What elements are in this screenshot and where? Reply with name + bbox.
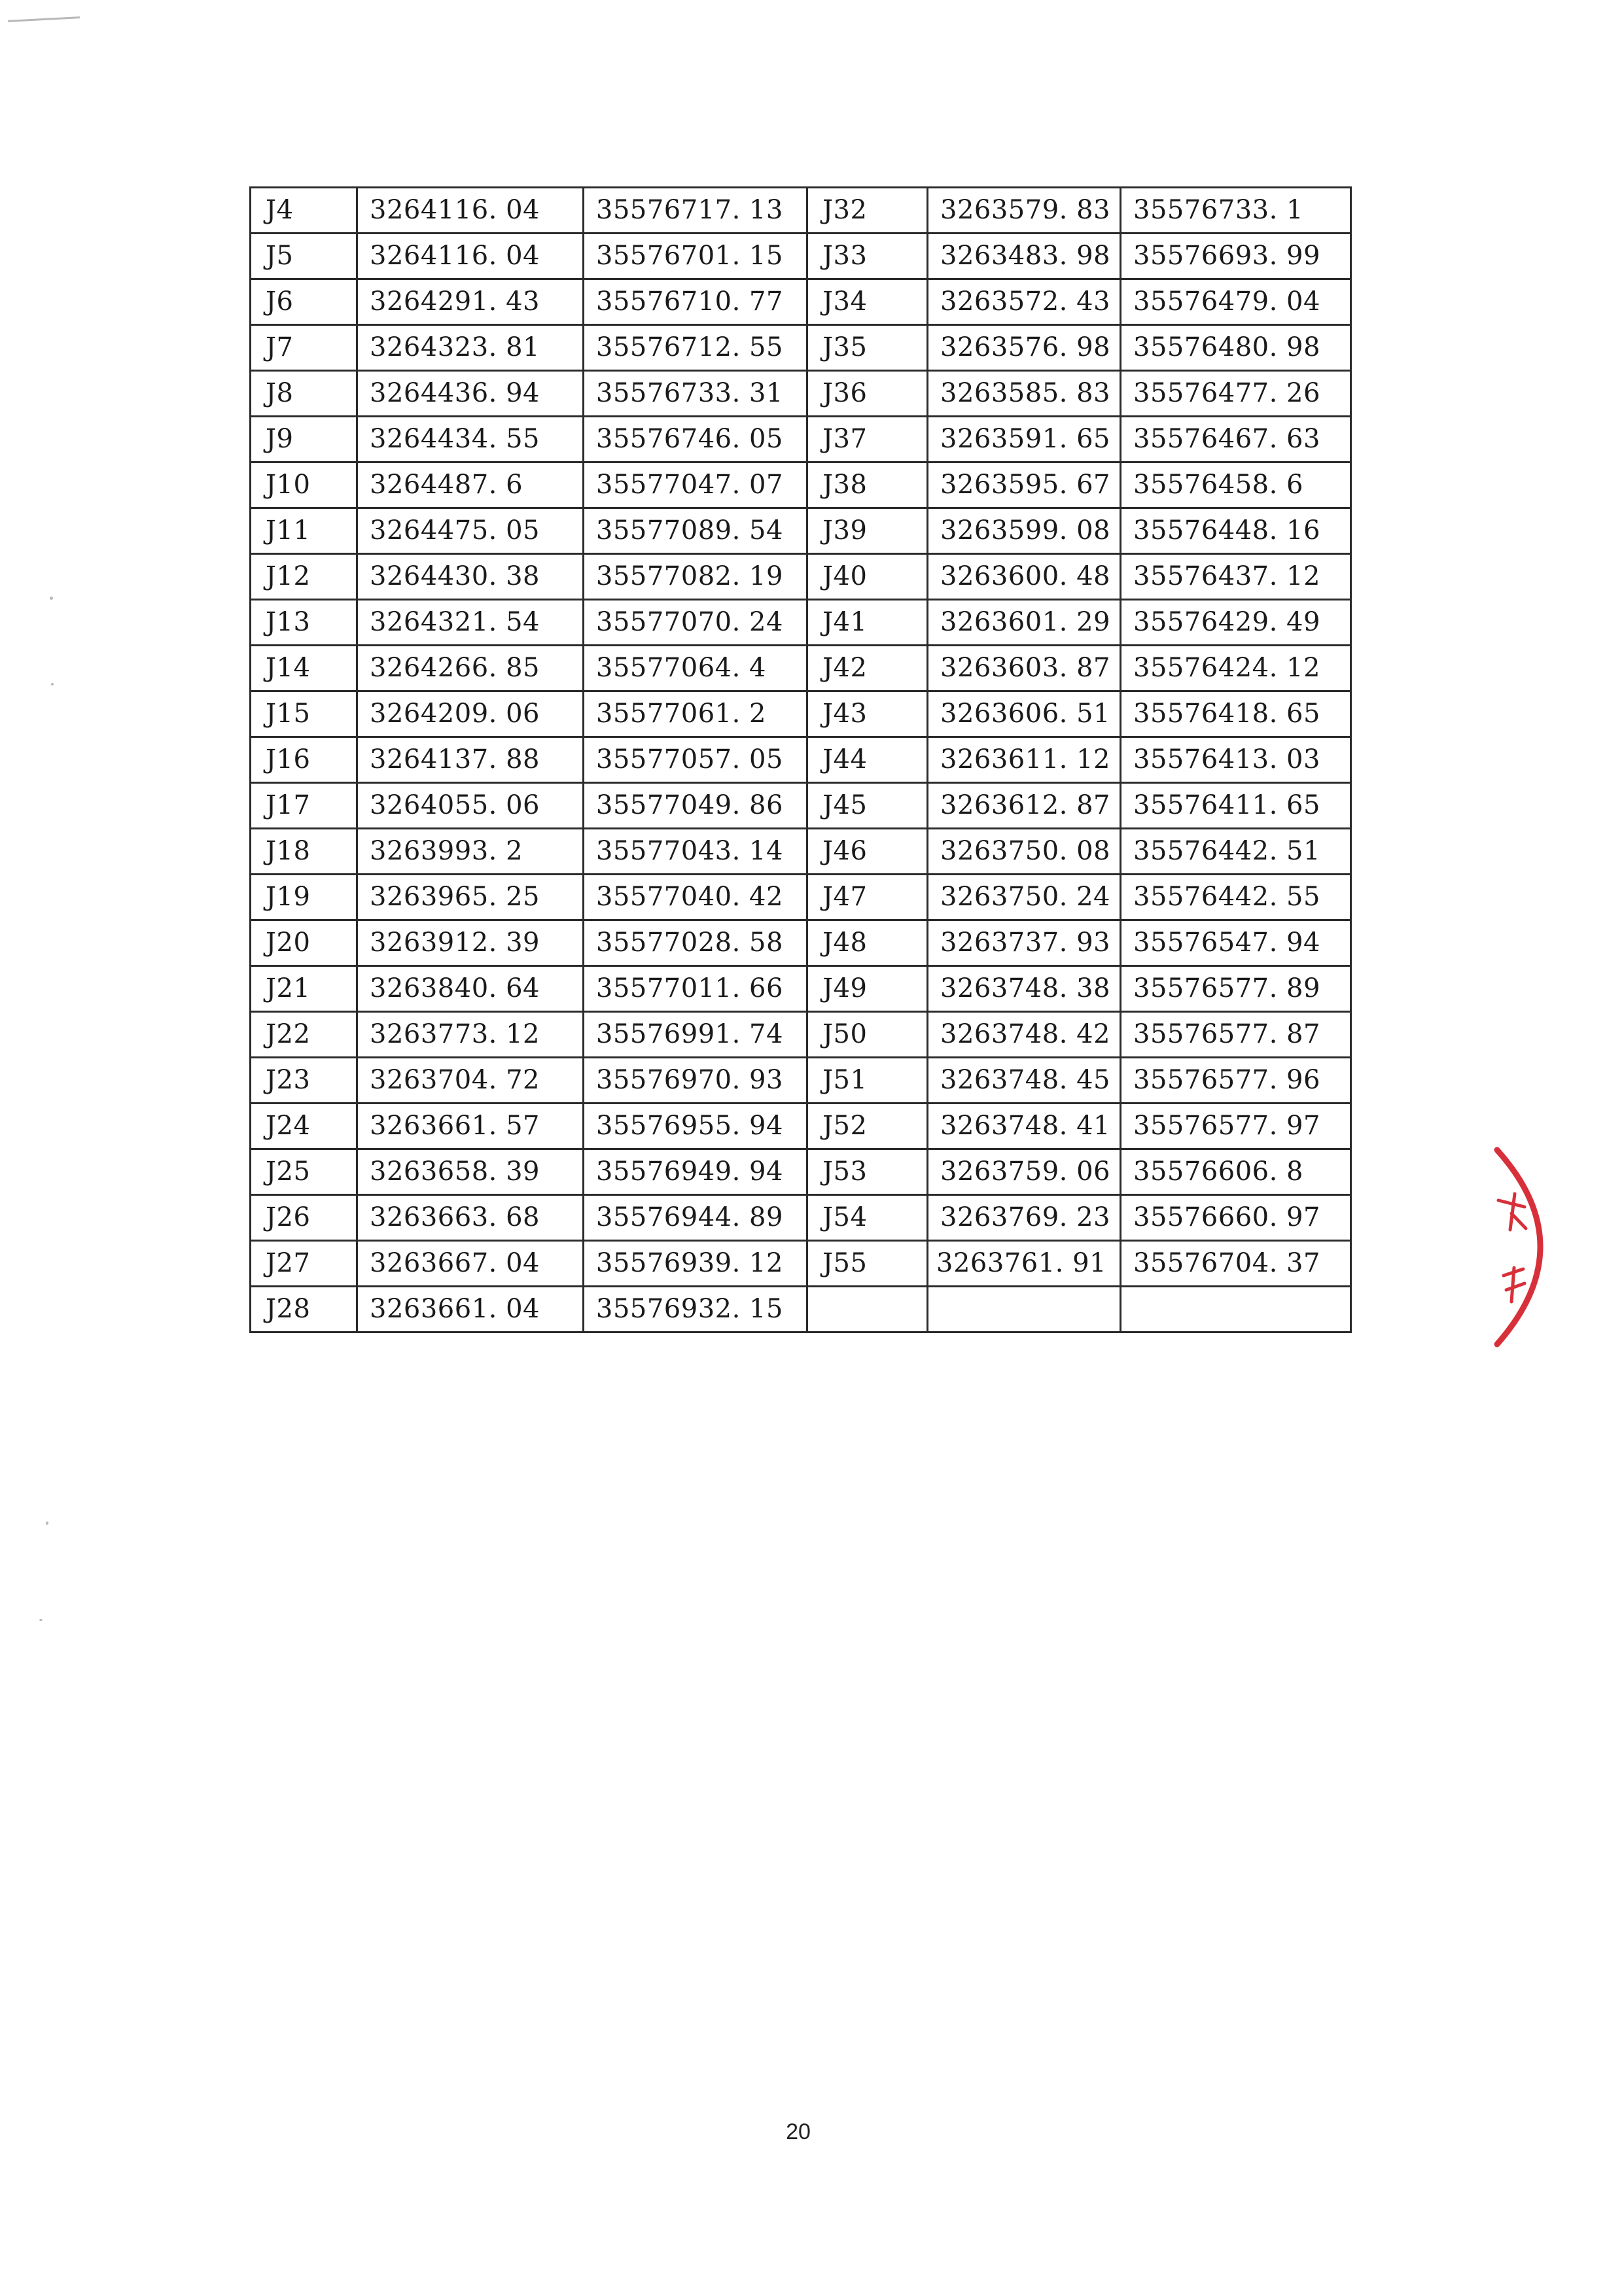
- table-cell-y-coordinate: 35576944. 89: [584, 1195, 807, 1241]
- table-cell-point-id: J22: [251, 1012, 357, 1058]
- table-cell-y-coordinate: 35576577. 89: [1121, 966, 1351, 1012]
- table-cell-point-id: J49: [807, 966, 928, 1012]
- table-cell-x-coordinate: 3264116. 04: [357, 234, 584, 279]
- table-cell-y-coordinate: 35577011. 66: [584, 966, 807, 1012]
- table-cell-y-coordinate: 35576717. 13: [584, 188, 807, 234]
- table-cell-point-id: J47: [807, 875, 928, 920]
- table-cell-y-coordinate: 35577057. 05: [584, 737, 807, 783]
- seal-glyphs: [1498, 1194, 1526, 1302]
- table-cell-point-id: J36: [807, 371, 928, 417]
- table-cell-point-id: J17: [251, 783, 357, 829]
- table-cell-y-coordinate: 35577028. 58: [584, 920, 807, 966]
- table-cell-x-coordinate: 3263750. 24: [928, 875, 1121, 920]
- table-cell-x-coordinate: 3263595. 67: [928, 462, 1121, 508]
- table-cell-y-coordinate: 35576932. 15: [584, 1287, 807, 1332]
- table-cell-point-id: J46: [807, 829, 928, 875]
- table-cell-point-id: J54: [807, 1195, 928, 1241]
- table-cell-x-coordinate: 3263667. 04: [357, 1241, 584, 1287]
- table-cell-x-coordinate: 3263840. 64: [357, 966, 584, 1012]
- table-cell-y-coordinate: 35576479. 04: [1121, 279, 1351, 325]
- table-cell-y-coordinate: 35576970. 93: [584, 1058, 807, 1104]
- table-cell-point-id: J25: [251, 1149, 357, 1195]
- table-cell-point-id: J15: [251, 691, 357, 737]
- table-cell-y-coordinate: 35576577. 97: [1121, 1104, 1351, 1149]
- table-cell-point-id: J27: [251, 1241, 357, 1287]
- table-row: [251, 646, 1351, 691]
- table-cell-x-coordinate: 3263750. 08: [928, 829, 1121, 875]
- table-row: [251, 966, 1351, 1012]
- table-row: [251, 829, 1351, 875]
- table-cell-y-coordinate: 35577049. 86: [584, 783, 807, 829]
- table-cell-point-id: J34: [807, 279, 928, 325]
- table-cell-x-coordinate: 3263748. 41: [928, 1104, 1121, 1149]
- table-cell-point-id: J45: [807, 783, 928, 829]
- table-cell-x-coordinate: 3263612. 87: [928, 783, 1121, 829]
- table-cell-point-id: J40: [807, 554, 928, 600]
- table-cell-y-coordinate: 35577089. 54: [584, 508, 807, 554]
- table-row: [251, 1058, 1351, 1104]
- table-row: [251, 920, 1351, 966]
- table-cell-x-coordinate: 3263748. 38: [928, 966, 1121, 1012]
- table-cell-y-coordinate: 35576955. 94: [584, 1104, 807, 1149]
- table-cell-y-coordinate: 35576660. 97: [1121, 1195, 1351, 1241]
- table-cell-y-coordinate: 35576712. 55: [584, 325, 807, 371]
- table-cell-x-coordinate: 3263661. 57: [357, 1104, 584, 1149]
- table-cell-y-coordinate: 35577070. 24: [584, 600, 807, 646]
- table-row: [251, 691, 1351, 737]
- table-row: [251, 417, 1351, 462]
- table-cell-y-coordinate: 35576448. 16: [1121, 508, 1351, 554]
- official-seal: [1485, 1138, 1570, 1354]
- table-cell-x-coordinate: 3263591. 65: [928, 417, 1121, 462]
- table-cell-x-coordinate: 3264436. 94: [357, 371, 584, 417]
- table-cell-point-id: J5: [251, 234, 357, 279]
- table-row: [251, 1241, 1351, 1287]
- table-cell-point-id: J20: [251, 920, 357, 966]
- table-cell-x-coordinate: 3263603. 87: [928, 646, 1121, 691]
- table-cell-y-coordinate: 35576424. 12: [1121, 646, 1351, 691]
- table-cell-x-coordinate: 3263704. 72: [357, 1058, 584, 1104]
- table-cell-y-coordinate: 35576442. 55: [1121, 875, 1351, 920]
- coordinate-table: [249, 186, 1352, 1333]
- table-row: [251, 188, 1351, 234]
- table-cell-point-id: J53: [807, 1149, 928, 1195]
- table-cell-x-coordinate: 3264209. 06: [357, 691, 584, 737]
- table-cell-x-coordinate: 3263572. 43: [928, 279, 1121, 325]
- table-cell-x-coordinate: 3263769. 23: [928, 1195, 1121, 1241]
- scan-speck: [51, 683, 54, 686]
- table-cell-y-coordinate: 35576547. 94: [1121, 920, 1351, 966]
- table-cell-point-id: J11: [251, 508, 357, 554]
- table-cell-y-coordinate: 35576418. 65: [1121, 691, 1351, 737]
- table-cell-point-id: J13: [251, 600, 357, 646]
- table-cell-x-coordinate: 3263599. 08: [928, 508, 1121, 554]
- table-cell-y-coordinate: 35576746. 05: [584, 417, 807, 462]
- table-cell-y-coordinate: 35576413. 03: [1121, 737, 1351, 783]
- table-cell-y-coordinate: 35576606. 8: [1121, 1149, 1351, 1195]
- table-cell-point-id: J43: [807, 691, 928, 737]
- table-cell-point-id: J16: [251, 737, 357, 783]
- table-cell-y-coordinate: 35576467. 63: [1121, 417, 1351, 462]
- table-cell-y-coordinate: 35576442. 51: [1121, 829, 1351, 875]
- table-cell-y-coordinate: 35577047. 07: [584, 462, 807, 508]
- table-cell-point-id: J32: [807, 188, 928, 234]
- table-cell-point-id: J41: [807, 600, 928, 646]
- table-cell-y-coordinate: 35576733. 1: [1121, 188, 1351, 234]
- table-cell-point-id: J12: [251, 554, 357, 600]
- table-cell-x-coordinate: 3263585. 83: [928, 371, 1121, 417]
- table-cell-x-coordinate: 3263761. 91: [928, 1241, 1121, 1287]
- table-cell-x-coordinate: 3263611. 12: [928, 737, 1121, 783]
- table-cell-point-id: J35: [807, 325, 928, 371]
- table-row: [251, 234, 1351, 279]
- table-cell-y-coordinate: 35576693. 99: [1121, 234, 1351, 279]
- table-cell-point-id: J42: [807, 646, 928, 691]
- table-cell-y-coordinate: 35576477. 26: [1121, 371, 1351, 417]
- table-cell-point-id: J7: [251, 325, 357, 371]
- table-cell-y-coordinate: 35577040. 42: [584, 875, 807, 920]
- table-cell-x-coordinate: 3263993. 2: [357, 829, 584, 875]
- table-cell-x-coordinate: 3263601. 29: [928, 600, 1121, 646]
- table-cell-point-id: J26: [251, 1195, 357, 1241]
- table-row: [251, 1012, 1351, 1058]
- table-cell-y-coordinate: 35576949. 94: [584, 1149, 807, 1195]
- table-cell-y-coordinate: 35576411. 65: [1121, 783, 1351, 829]
- table-cell-y-coordinate: 35576710. 77: [584, 279, 807, 325]
- table-cell-x-coordinate: 3264291. 43: [357, 279, 584, 325]
- table-cell-point-id: J39: [807, 508, 928, 554]
- coordinate-table-body: [251, 188, 1351, 1332]
- table-row: [251, 1104, 1351, 1149]
- table-cell-y-coordinate: 35576480. 98: [1121, 325, 1351, 371]
- table-cell-x-coordinate: 3263748. 45: [928, 1058, 1121, 1104]
- table-row: [251, 279, 1351, 325]
- table-row: [251, 371, 1351, 417]
- table-cell-y-coordinate: 35577043. 14: [584, 829, 807, 875]
- table-cell-y-coordinate: 35576577. 96: [1121, 1058, 1351, 1104]
- table-cell-x-coordinate: 3264475. 05: [357, 508, 584, 554]
- table-cell-x-coordinate: 3263661. 04: [357, 1287, 584, 1332]
- table-cell-y-coordinate: 35576939. 12: [584, 1241, 807, 1287]
- table-cell-point-id: [807, 1287, 928, 1332]
- table-cell-point-id: J23: [251, 1058, 357, 1104]
- table-row: [251, 325, 1351, 371]
- table-cell-x-coordinate: 3263912. 39: [357, 920, 584, 966]
- table-row: [251, 600, 1351, 646]
- table-cell-x-coordinate: 3263579. 83: [928, 188, 1121, 234]
- scan-line-top-left: [8, 16, 80, 22]
- table-cell-y-coordinate: 35576458. 6: [1121, 462, 1351, 508]
- table-cell-x-coordinate: 3263576. 98: [928, 325, 1121, 371]
- table-cell-point-id: J21: [251, 966, 357, 1012]
- table-cell-point-id: J55: [807, 1241, 928, 1287]
- table-row: [251, 783, 1351, 829]
- table-cell-point-id: J44: [807, 737, 928, 783]
- table-cell-point-id: J51: [807, 1058, 928, 1104]
- table-cell-point-id: J10: [251, 462, 357, 508]
- scan-speck: [50, 597, 53, 600]
- table-cell-x-coordinate: 3264321. 54: [357, 600, 584, 646]
- table-row: [251, 554, 1351, 600]
- table-cell-point-id: J33: [807, 234, 928, 279]
- table-cell-x-coordinate: 3263773. 12: [357, 1012, 584, 1058]
- table-cell-y-coordinate: 35576991. 74: [584, 1012, 807, 1058]
- table-cell-x-coordinate: 3264116. 04: [357, 188, 584, 234]
- table-cell-y-coordinate: 35577061. 2: [584, 691, 807, 737]
- table-cell-x-coordinate: 3263748. 42: [928, 1012, 1121, 1058]
- table-cell-x-coordinate: 3263965. 25: [357, 875, 584, 920]
- table-cell-point-id: J52: [807, 1104, 928, 1149]
- table-cell-x-coordinate: 3263759. 06: [928, 1149, 1121, 1195]
- table-row: [251, 1149, 1351, 1195]
- table-cell-y-coordinate: 35576704. 37: [1121, 1241, 1351, 1287]
- table-cell-point-id: J8: [251, 371, 357, 417]
- table-cell-x-coordinate: 3264323. 81: [357, 325, 584, 371]
- table-row: [251, 462, 1351, 508]
- table-cell-point-id: J37: [807, 417, 928, 462]
- table-row: [251, 737, 1351, 783]
- table-cell-x-coordinate: 3263600. 48: [928, 554, 1121, 600]
- table-cell-x-coordinate: 3264430. 38: [357, 554, 584, 600]
- table-cell-point-id: J48: [807, 920, 928, 966]
- table-cell-y-coordinate: 35576577. 87: [1121, 1012, 1351, 1058]
- table-cell-y-coordinate: [1121, 1287, 1351, 1332]
- table-cell-y-coordinate: 35577082. 19: [584, 554, 807, 600]
- table-row: [251, 875, 1351, 920]
- page-number: 20: [786, 2119, 811, 2144]
- table-cell-x-coordinate: 3264137. 88: [357, 737, 584, 783]
- table-cell-point-id: J50: [807, 1012, 928, 1058]
- table-row: [251, 508, 1351, 554]
- table-cell-y-coordinate: 35576733. 31: [584, 371, 807, 417]
- table-cell-y-coordinate: 35577064. 4: [584, 646, 807, 691]
- table-cell-point-id: J24: [251, 1104, 357, 1149]
- table-row: [251, 1287, 1351, 1332]
- table-cell-y-coordinate: 35576437. 12: [1121, 554, 1351, 600]
- table-cell-point-id: J38: [807, 462, 928, 508]
- table-cell-x-coordinate: 3263737. 93: [928, 920, 1121, 966]
- seal-arc: [1497, 1150, 1540, 1344]
- table-cell-x-coordinate: 3263663. 68: [357, 1195, 584, 1241]
- table-cell-point-id: J4: [251, 188, 357, 234]
- table-cell-x-coordinate: 3264055. 06: [357, 783, 584, 829]
- table-cell-x-coordinate: 3263606. 51: [928, 691, 1121, 737]
- table-cell-point-id: J19: [251, 875, 357, 920]
- table-cell-x-coordinate: 3264266. 85: [357, 646, 584, 691]
- scan-speck: [39, 1619, 43, 1621]
- scan-speck: [46, 1522, 48, 1525]
- table-cell-y-coordinate: 35576429. 49: [1121, 600, 1351, 646]
- table-cell-x-coordinate: 3264434. 55: [357, 417, 584, 462]
- table-cell-x-coordinate: [928, 1287, 1121, 1332]
- table-cell-x-coordinate: 3263658. 39: [357, 1149, 584, 1195]
- table-cell-x-coordinate: 3263483. 98: [928, 234, 1121, 279]
- table-cell-point-id: J28: [251, 1287, 357, 1332]
- table-row: [251, 1195, 1351, 1241]
- table-cell-point-id: J18: [251, 829, 357, 875]
- table-cell-point-id: J6: [251, 279, 357, 325]
- table-cell-point-id: J14: [251, 646, 357, 691]
- table-cell-x-coordinate: 3264487. 6: [357, 462, 584, 508]
- table-cell-point-id: J9: [251, 417, 357, 462]
- table-cell-y-coordinate: 35576701. 15: [584, 234, 807, 279]
